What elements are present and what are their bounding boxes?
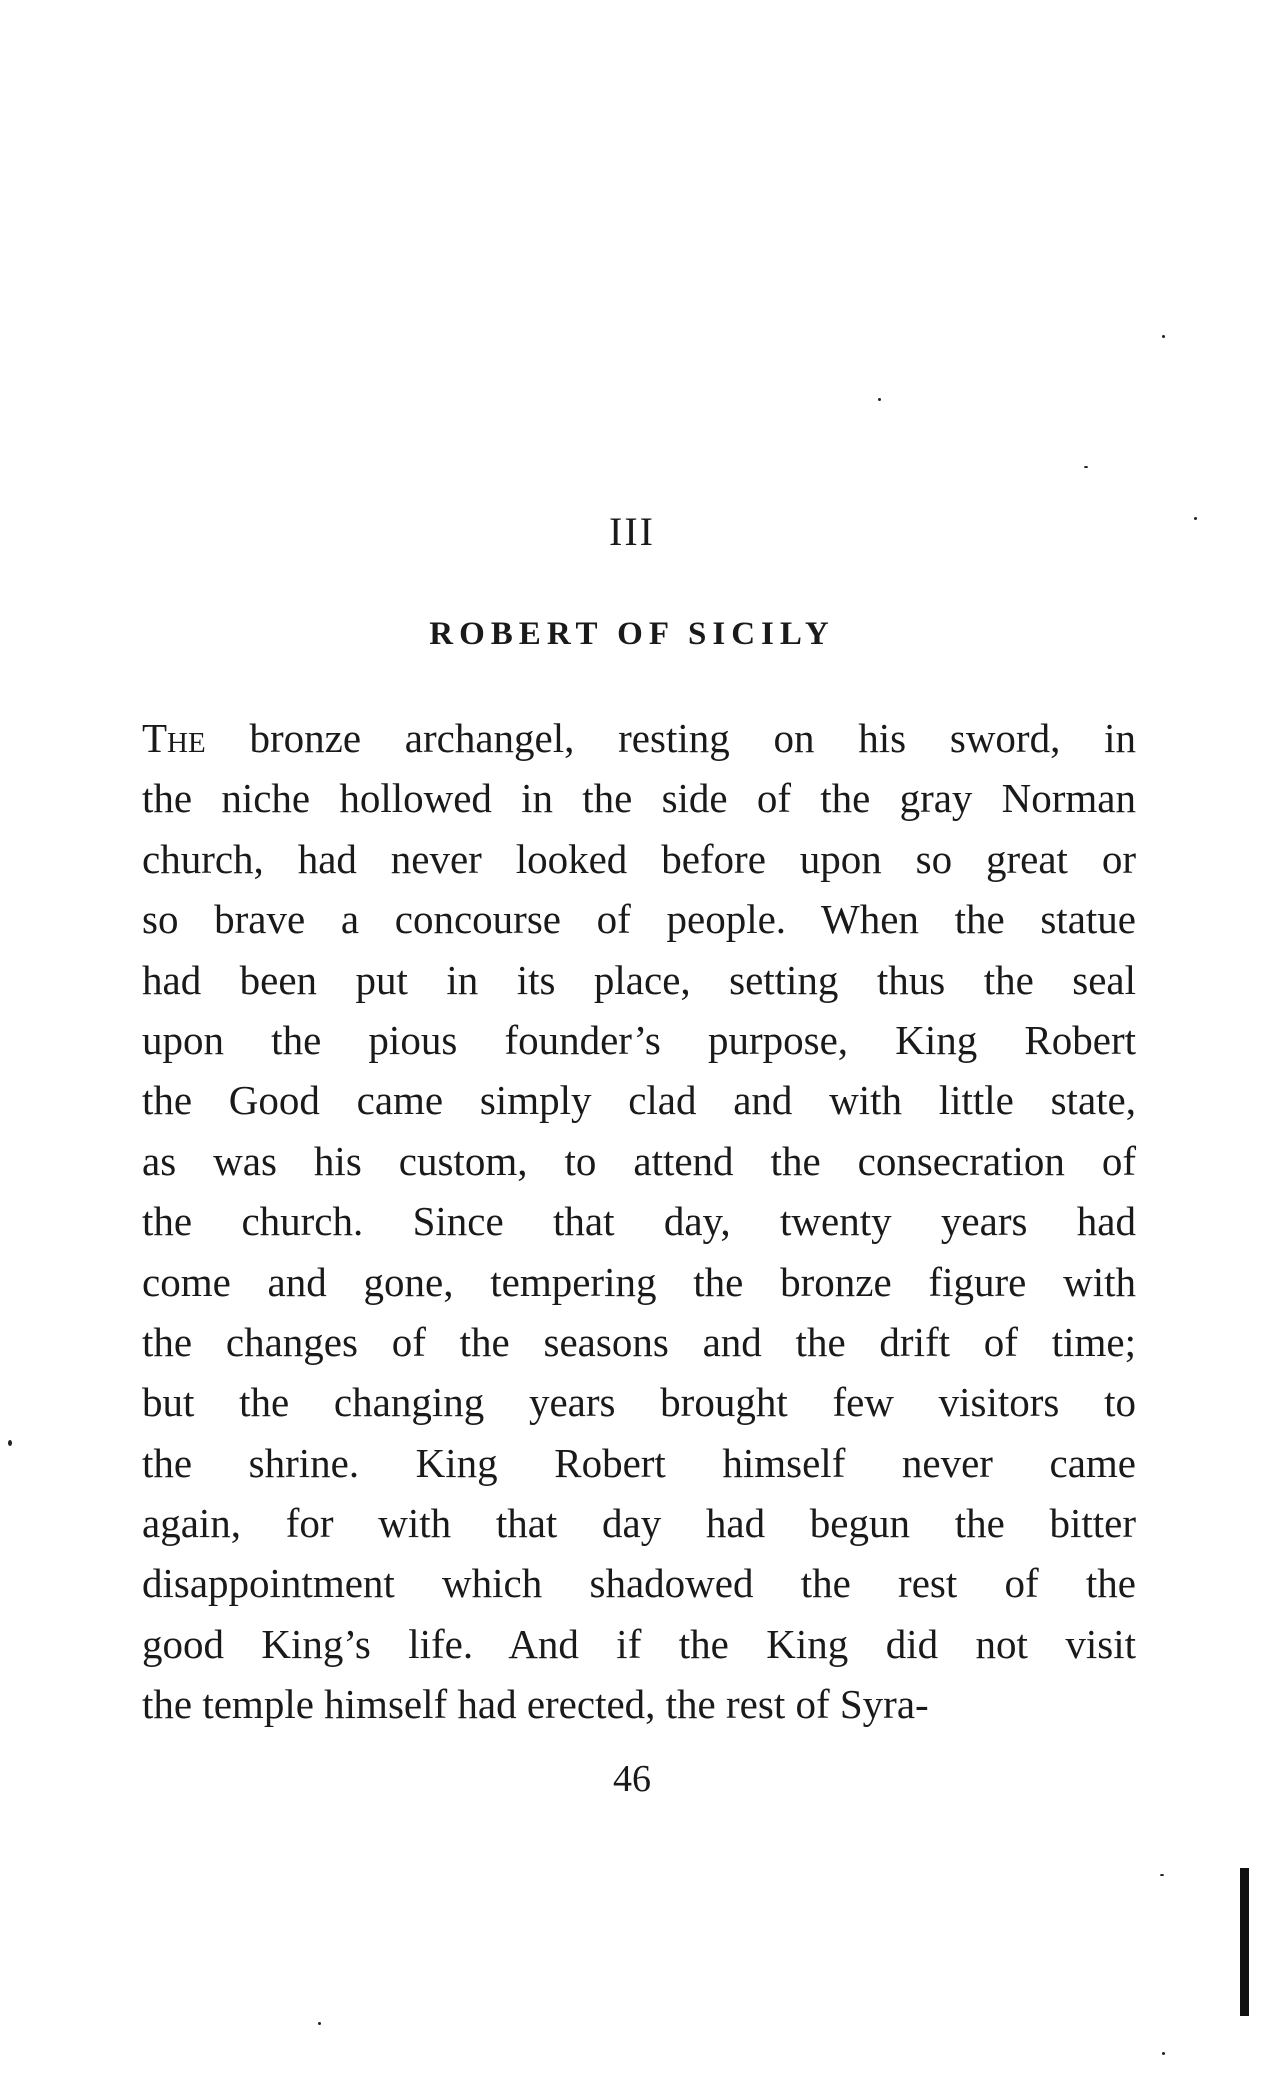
- scan-speck: [878, 398, 881, 401]
- text-line: the church. Since that day, twenty years had: [142, 1198, 1136, 1245]
- chapter-title: ROBERT OF SICILY: [429, 616, 835, 652]
- scan-edge-mark: [1240, 1868, 1249, 2016]
- text-line: come and gone, tempering the bronze figure with: [142, 1258, 1136, 1305]
- scan-speck: [1162, 335, 1165, 338]
- text-line-first: [142, 708, 1136, 768]
- text-line: good King’s life. And if the King did not visit: [142, 1620, 1136, 1667]
- text-line: the shrine. King Robert himself never came: [142, 1439, 1136, 1486]
- text-line: church, had never looked before upon so great or: [142, 835, 1136, 882]
- first-line-rest: bronze archangel, resting on his sword, in: [249, 715, 1136, 761]
- first-word: The: [142, 715, 206, 761]
- text-line: upon the pious founder’s purpose, King Robert: [142, 1016, 1136, 1063]
- text-line-last: the temple himself had erected, the rest of Syra-: [142, 1681, 929, 1728]
- text-line: the Good came simply clad and with little state,: [142, 1077, 1136, 1124]
- body-text: [142, 708, 1136, 1735]
- scan-speck: [1160, 1874, 1164, 1876]
- text-line: disappointment which shadowed the rest of the: [142, 1560, 1136, 1607]
- scan-speck: [1194, 517, 1197, 520]
- text-line: the changes of the seasons and the drift of time;: [142, 1318, 1136, 1365]
- text-line: the niche hollowed in the side of the gray Norman: [142, 775, 1136, 822]
- text-line: so brave a concourse of people. When the statue: [142, 896, 1136, 943]
- chapter-number: III: [609, 509, 655, 554]
- text-line: as was his custom, to attend the consecration of: [142, 1137, 1136, 1184]
- scan-speck: [1084, 466, 1088, 468]
- scan-speck: [1162, 2052, 1165, 2055]
- text-line: had been put in its place, setting thus the seal: [142, 956, 1136, 1003]
- scan-speck: [8, 1440, 12, 1446]
- scan-speck: [318, 2022, 321, 2025]
- text-line: but the changing years brought few visitors to: [142, 1379, 1136, 1426]
- text-line: again, for with that day had begun the bitter: [142, 1500, 1136, 1547]
- page-number: 46: [613, 1758, 651, 1800]
